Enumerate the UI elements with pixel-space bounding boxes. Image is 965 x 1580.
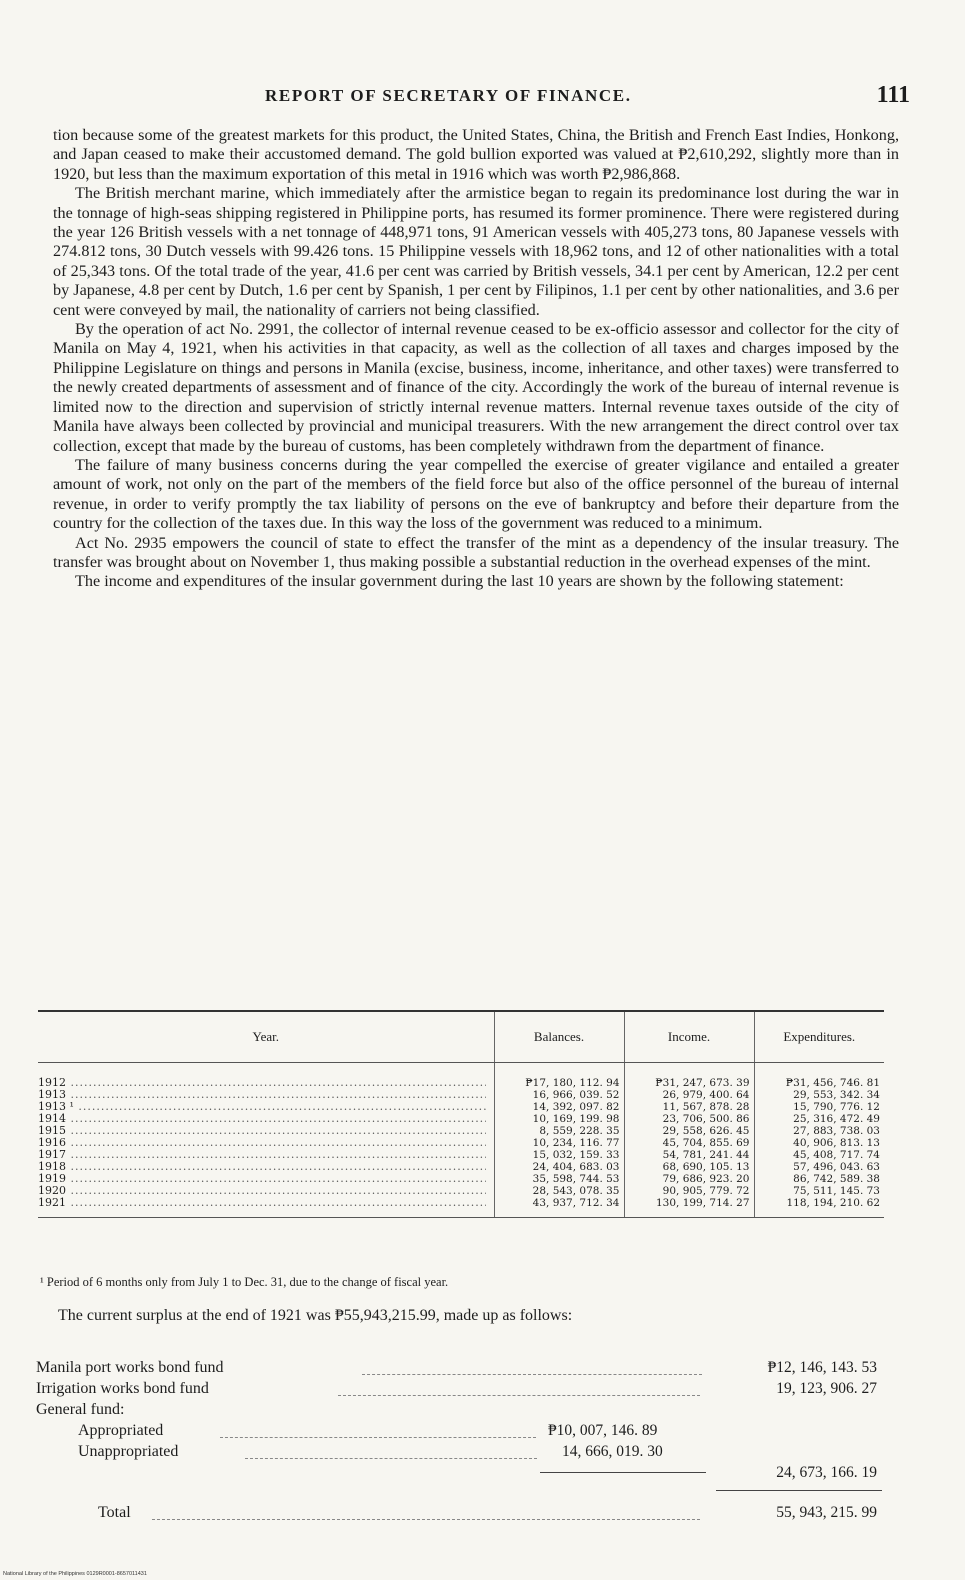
- table-header-row: [38, 1011, 884, 1063]
- cell-year: [38, 1137, 494, 1149]
- leader-line: [152, 1519, 700, 1520]
- cell-balance: 15, 032, 159. 33: [494, 1149, 624, 1161]
- cell-expenditure: 86, 742, 589. 38: [754, 1173, 884, 1185]
- paragraph: The British merchant marine, which immediately after the armistice began to regain its predominance lost during the war in the tonnage of high-seas shipping registered in Philippine ports, has resumed its former prominence. There were registered during the year 126 British vessels with a net tonnage of 448,971 tons, 91 American vessels with 405,273 tons, 80 Japanese vessels with 274.812 tons, 30 Dutch vessels with 99.426 tons. 15 Philippine vessels with 18,962 tons, and 12 of other nationalities with a total of 25,343 tons. Of the total trade of the year, 41.6 per cent was carried by British vessels, 34.1 per cent by American, 12.2 per cent by Japanese, 4.8 per cent by Dutch, 1.6 per cent by Spanish, 1 per cent by Filipinos, 1.1 per cent by other nationalities, and 3.6 per cent were conveyed by mail, the nationality of carriers not being classified.: [53, 184, 899, 319]
- cell-balance: 43, 937, 712. 34: [494, 1197, 624, 1218]
- year-label: 1913 .....: [38, 1089, 486, 1101]
- table-row: [38, 1113, 884, 1125]
- cell-year: [38, 1101, 494, 1113]
- year-label: 1916 .....: [38, 1137, 486, 1149]
- cell-balance: 14, 392, 097. 82: [494, 1101, 624, 1113]
- table-row: [38, 1101, 884, 1113]
- cell-year: [38, 1173, 494, 1185]
- table-row: [38, 1173, 884, 1185]
- total-rule: [716, 1490, 882, 1491]
- cell-year: [38, 1197, 494, 1218]
- year-label: 1917 .....: [38, 1149, 486, 1161]
- year-label: 1920 .....: [38, 1185, 486, 1197]
- cell-balance: 16, 966, 039. 52: [494, 1089, 624, 1101]
- body-text: [53, 126, 899, 592]
- cell-year: [38, 1149, 494, 1161]
- year-label: 1918 .....: [38, 1161, 486, 1173]
- table-row: [38, 1185, 884, 1197]
- leader-line: [338, 1395, 700, 1396]
- cell-income: 11, 567, 878. 28: [624, 1101, 754, 1113]
- table-row: [38, 1125, 884, 1137]
- year-label: 1921 .....: [38, 1197, 486, 1209]
- cell-income: 130, 199, 714. 27: [624, 1197, 754, 1218]
- cell-year: [38, 1125, 494, 1137]
- cell-income: ₱31, 247, 673. 39: [624, 1063, 754, 1090]
- cell-balance: 8, 559, 228. 35: [494, 1125, 624, 1137]
- fund-label-unappropriated: Unappropriated: [78, 1443, 179, 1460]
- cell-year: [38, 1113, 494, 1125]
- fund-label-manila-port: Manila port works bond fund: [36, 1359, 224, 1376]
- income-expenditure-table: [38, 1010, 884, 1218]
- fund-label-appropriated: Appropriated: [78, 1422, 164, 1439]
- cell-expenditure: 75, 511, 145. 73: [754, 1185, 884, 1197]
- fund-amount-appropriated: ₱10, 007, 146. 89: [548, 1422, 658, 1439]
- column-header-income: Income.: [624, 1011, 754, 1063]
- cell-year: [38, 1089, 494, 1101]
- fund-label-total: Total: [98, 1504, 131, 1521]
- cell-year: [38, 1063, 494, 1090]
- fund-label-general: General fund:: [36, 1401, 125, 1418]
- cell-expenditure: 118, 194, 210. 62: [754, 1197, 884, 1218]
- cell-income: 26, 979, 400. 64: [624, 1089, 754, 1101]
- fund-label-irrigation: Irrigation works bond fund: [36, 1380, 209, 1397]
- paragraph: By the operation of act No. 2991, the collector of internal revenue ceased to be ex-officio assessor and collector for the city of Manila on May 4, 1921, when his activities in that capacity, as well as the collection of all taxes and charges imposed by the Philippine Legislature on things and persons in Manila (excise, business, income, inheritance, and other taxes) were transferred to the newly created departments of assessment and of finance of the city. Accordingly the work of the bureau of internal revenue is limited now to the direction and supervision of strictly internal revenue matters. Internal revenue taxes outside of the city of Manila have always been collected by provincial and municipal treasurers. With the new arrangement the direct control over tax collection, except that made by the bureau of customs, has been completely withdrawn from the department of finance.: [53, 320, 899, 455]
- paragraph: The income and expenditures of the insular government during the last 10 years are shown by the following statement:: [75, 572, 844, 591]
- cell-expenditure: 45, 408, 717. 74: [754, 1149, 884, 1161]
- cell-balance: 28, 543, 078. 35: [494, 1185, 624, 1197]
- paragraph: Act No. 2935 empowers the council of state to effect the transfer of the mint as a dependency of the insular treasury. The transfer was brought about on November 1, thus making possible a substantial reduction in the overhead expenses of the mint.: [53, 533, 899, 571]
- paragraph: The failure of many business concerns during the year compelled the exercise of greater vigilance and entailed a greater amount of work, not only on the part of the members of the field force but also of the office personnel of the bureau of internal revenue, in order to verify promptly the tax liability of persons on the eve of bankruptcy and before their departure from the country for the collection of the taxes due. In this way the loss of the government was reduced to a minimum.: [53, 455, 899, 533]
- table-row: [38, 1149, 884, 1161]
- cell-income: 79, 686, 923. 20: [624, 1173, 754, 1185]
- fund-amount-manila-port: ₱12, 146, 143. 53: [767, 1359, 877, 1376]
- fund-amount-irrigation: 19, 123, 906. 27: [776, 1380, 877, 1397]
- cell-expenditure: 25, 316, 472. 49: [754, 1113, 884, 1125]
- paragraph: tion because some of the greatest markets for this product, the United States, China, the British and French East Indies, Honkong, and Japan ceased to make their accustomed demand. The gold bullion exported was valued at ₱2,610,292, slightly more than in 1920, but less than the maximum exportation of this metal in 1916 which was worth ₱2,986,868.: [53, 126, 899, 183]
- cell-income: 54, 781, 241. 44: [624, 1149, 754, 1161]
- table-row: [38, 1137, 884, 1149]
- cell-income: 45, 704, 855. 69: [624, 1137, 754, 1149]
- running-head-title: REPORT OF SECRETARY OF FINANCE.: [265, 86, 632, 105]
- cell-balance: 10, 169, 199. 98: [494, 1113, 624, 1125]
- fund-amount-general-total: 24, 673, 166. 19: [776, 1464, 877, 1481]
- cell-balance: 35, 598, 744. 53: [494, 1173, 624, 1185]
- cell-expenditure: 29, 553, 342. 34: [754, 1089, 884, 1101]
- leader-line: [220, 1437, 536, 1438]
- subtotal-rule: [540, 1472, 706, 1473]
- year-label: 1919 .....: [38, 1173, 486, 1185]
- column-header-balances: Balances.: [494, 1011, 624, 1063]
- fund-amount-total: 55, 943, 215. 99: [776, 1504, 877, 1521]
- table-row: [38, 1197, 884, 1218]
- cell-expenditure: 15, 790, 776. 12: [754, 1101, 884, 1113]
- cell-expenditure: 57, 496, 043. 63: [754, 1161, 884, 1173]
- leader-line: [245, 1458, 537, 1459]
- running-head: [40, 82, 910, 110]
- cell-balance: 24, 404, 683. 03: [494, 1161, 624, 1173]
- leader-line: [362, 1374, 702, 1375]
- fund-amount-unappropriated: 14, 666, 019. 30: [562, 1443, 663, 1460]
- year-label: 1914 .....: [38, 1113, 486, 1125]
- footnote: ¹ Period of 6 months only from July 1 to Dec. 31, due to the change of fiscal year.: [40, 1275, 449, 1289]
- year-label: 1913 ¹ .....: [38, 1101, 486, 1113]
- table-row: [38, 1063, 884, 1090]
- cell-year: [38, 1161, 494, 1173]
- cell-year: [38, 1185, 494, 1197]
- column-header-expenditures: Expenditures.: [754, 1011, 884, 1063]
- library-credit: National Library of the Philippines 0129R0001-8657011431: [3, 1571, 147, 1577]
- surplus-intro: The current surplus at the end of 1921 was ₱55,943,215.99, made up as follows:: [58, 1307, 573, 1324]
- year-label: 1915 .....: [38, 1125, 486, 1137]
- column-header-year: Year.: [38, 1011, 494, 1063]
- table-row: [38, 1161, 884, 1173]
- cell-balance: ₱17, 180, 112. 94: [494, 1063, 624, 1090]
- cell-income: 90, 905, 779. 72: [624, 1185, 754, 1197]
- cell-expenditure: 27, 883, 738. 03: [754, 1125, 884, 1137]
- cell-income: 29, 558, 626. 45: [624, 1125, 754, 1137]
- page-number: 111: [876, 82, 910, 108]
- cell-expenditure: 40, 906, 813. 13: [754, 1137, 884, 1149]
- cell-expenditure: ₱31, 456, 746. 81: [754, 1063, 884, 1090]
- table-row: [38, 1089, 884, 1101]
- cell-income: 68, 690, 105. 13: [624, 1161, 754, 1173]
- year-label: 1912 .....: [38, 1077, 486, 1089]
- cell-balance: 10, 234, 116. 77: [494, 1137, 624, 1149]
- cell-income: 23, 706, 500. 86: [624, 1113, 754, 1125]
